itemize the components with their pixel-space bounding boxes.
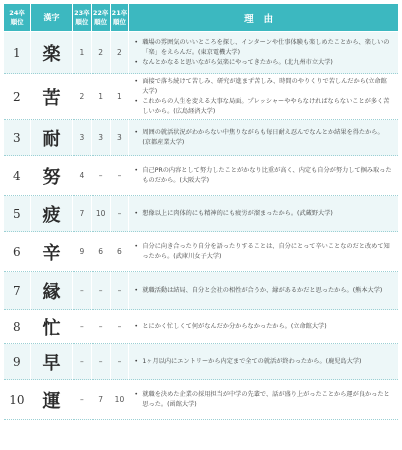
table-row — [4, 156, 399, 196]
reason-list — [133, 390, 392, 410]
reason-item: • 想像以上に肉体的にも精神的にも疲労が溜まったから。(武蔵野大学) — [133, 209, 392, 219]
header-rank-23 — [72, 4, 91, 32]
rank-cell: 3 — [4, 120, 31, 156]
rank-cell: 4 — [4, 156, 31, 196]
table-header-row — [4, 4, 399, 32]
reason-cell — [129, 32, 399, 74]
rank-23-cell: 2 — [72, 74, 91, 120]
kanji-cell: 運 — [31, 380, 73, 420]
kanji-cell: 縁 — [31, 272, 73, 310]
table-row — [4, 272, 399, 310]
header-rank-21 — [110, 4, 129, 32]
rank-23-cell: 4 — [72, 156, 91, 196]
rank-21-cell: – — [110, 272, 129, 310]
reason-list — [133, 242, 392, 262]
rank-23-cell: – — [72, 272, 91, 310]
rank-21-cell: – — [110, 156, 129, 196]
table-row — [4, 32, 399, 74]
rank-23-cell: 7 — [72, 196, 91, 232]
reason-list — [133, 166, 392, 186]
rank-22-cell: 6 — [91, 232, 110, 272]
header-kanji — [31, 4, 73, 32]
table-row — [4, 380, 399, 420]
reason-item: • 就職を決めた企業の採用担当が中学の先輩で、話が盛り上がったことから運が良かったと思った。(函館大学) — [133, 390, 392, 410]
rank-22-cell: – — [91, 156, 110, 196]
table-row — [4, 344, 399, 380]
rank-cell: 6 — [4, 232, 31, 272]
reason-cell — [129, 156, 399, 196]
reason-item: • 職場の雰囲気のいいところを探し、インターンや仕事体験も楽しめたことから、楽しいの「楽」をえらんだ。(東京電機大学) — [133, 38, 392, 58]
rank-21-cell: – — [110, 196, 129, 232]
reason-item: • 1ヶ月以内にエントリーから内定まで全ての就活が終わったから。(鹿児島大学) — [133, 357, 392, 367]
rank-22-cell: 7 — [91, 380, 110, 420]
reason-item: • これからの人生を変える大事な局面。プレッシャーややらなければならないことが多く苦しいから。(広島経済大学) — [133, 97, 392, 117]
table-row — [4, 232, 399, 272]
reason-cell — [129, 120, 399, 156]
rank-23-cell: 1 — [72, 32, 91, 74]
reason-item: • 自己PRの内容として努力したことがかなり比重が高く、内定も自分が努力して掴み取ったものだから。(大阪大学) — [133, 166, 392, 186]
rank-21-cell: – — [110, 344, 129, 380]
reason-cell — [129, 232, 399, 272]
reason-list — [133, 286, 392, 296]
rank-23-cell: 3 — [72, 120, 91, 156]
rank-22-cell: – — [91, 344, 110, 380]
rank-cell: 10 — [4, 380, 31, 420]
reason-item: • 面接で落ち続けて苦しみ、研究が進まず苦しみ、時間のやりくりで苦しんだから(立命館大学) — [133, 77, 392, 97]
reason-item: • 就職活動は結局、自分と会社の相性が合うか、縁があるかだと思ったから。(熊本大学) — [133, 286, 392, 296]
table-row — [4, 120, 399, 156]
reason-cell — [129, 310, 399, 344]
kanji-cell: 楽 — [31, 32, 73, 74]
rank-cell: 7 — [4, 272, 31, 310]
header-rank-22-label: 22卒 順位 — [92, 8, 109, 26]
header-rank-24 — [4, 4, 31, 32]
rank-23-cell: – — [72, 310, 91, 344]
rank-cell: 9 — [4, 344, 31, 380]
rank-21-cell: 10 — [110, 380, 129, 420]
ranking-table-container — [3, 3, 399, 420]
table-row — [4, 310, 399, 344]
rank-21-cell: 2 — [110, 32, 129, 74]
header-kanji-label: 漢字 — [43, 13, 60, 22]
rank-22-cell: 2 — [91, 32, 110, 74]
rank-22-cell: 1 — [91, 74, 110, 120]
rank-cell: 1 — [4, 32, 31, 74]
kanji-cell: 苦 — [31, 74, 73, 120]
reason-list — [133, 357, 392, 367]
kanji-cell: 早 — [31, 344, 73, 380]
reason-list — [133, 322, 392, 332]
rank-23-cell: 9 — [72, 232, 91, 272]
rank-22-cell: 10 — [91, 196, 110, 232]
table-row — [4, 74, 399, 120]
reason-list — [133, 38, 392, 68]
kanji-cell: 辛 — [31, 232, 73, 272]
rank-23-cell: – — [72, 380, 91, 420]
kanji-cell: 忙 — [31, 310, 73, 344]
rank-21-cell: 1 — [110, 74, 129, 120]
rank-21-cell: – — [110, 310, 129, 344]
reason-item: • とにかく忙しくて何がなんだか分からなかったから。(立命館大学) — [133, 322, 392, 332]
header-rank-22 — [91, 4, 110, 32]
rank-21-cell: 6 — [110, 232, 129, 272]
rank-cell: 5 — [4, 196, 31, 232]
header-rank-24-label: 24卒 順位 — [9, 8, 25, 26]
table-row — [4, 196, 399, 232]
reason-cell — [129, 74, 399, 120]
rank-21-cell: 3 — [110, 120, 129, 156]
reason-cell — [129, 344, 399, 380]
header-rank-23-label: 23卒 順位 — [74, 8, 90, 26]
header-reason-label: 理由 — [244, 13, 284, 25]
rank-22-cell: – — [91, 272, 110, 310]
kanji-cell: 耐 — [31, 120, 73, 156]
reason-cell — [129, 196, 399, 232]
reason-list — [133, 77, 392, 117]
rank-cell: 8 — [4, 310, 31, 344]
reason-item: • なんとかなると思いながら気楽にやってきたから。(北九州市立大学) — [133, 58, 392, 68]
reason-item: • 周囲の就活状況がわからない中焦りながらも毎日耐え忍んでなんとか結果を得たから。(京都産業大学) — [133, 128, 392, 148]
kanji-ranking-table — [3, 3, 399, 420]
reason-cell — [129, 380, 399, 420]
rank-22-cell: – — [91, 310, 110, 344]
rank-22-cell: 3 — [91, 120, 110, 156]
header-reason — [129, 4, 399, 32]
kanji-cell: 努 — [31, 156, 73, 196]
header-rank-21-label: 21卒 順位 — [111, 8, 128, 26]
rank-cell: 2 — [4, 74, 31, 120]
kanji-cell: 疲 — [31, 196, 73, 232]
rank-23-cell: – — [72, 344, 91, 380]
reason-list — [133, 209, 392, 219]
reason-cell — [129, 272, 399, 310]
reason-list — [133, 128, 392, 148]
reason-item: • 自分に向き合ったり自分を語ったりすることは、自分にとって辛いことなのだと改めて知ったから。(武庫川女子大学) — [133, 242, 392, 262]
